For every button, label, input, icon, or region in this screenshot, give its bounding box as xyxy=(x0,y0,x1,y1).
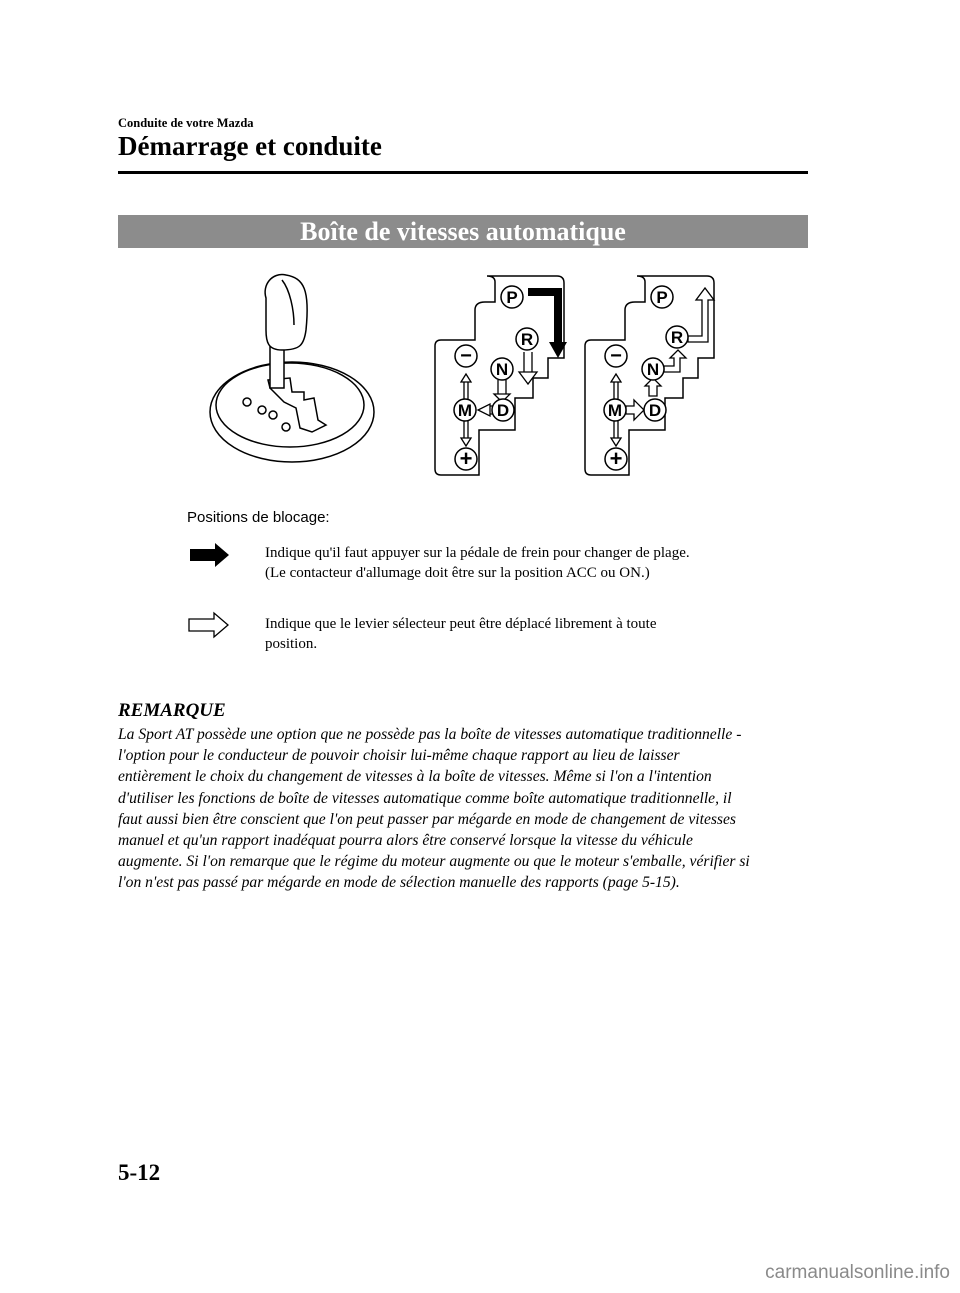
note-line: faut aussi bien être conscient que l'on peut passer par mégarde en mode de changement de vitesses xyxy=(118,810,736,828)
position-r-label: R xyxy=(670,328,684,347)
legend-line: Indique que le levier sélecteur peut être déplacé librement à toute xyxy=(265,616,657,632)
position-n-label: N xyxy=(495,360,509,379)
position-d-label: D xyxy=(496,401,510,420)
note-line: augmente. Si l'on remarque que le régime du moteur augmente ou que le moteur s'emballe, vérifier si xyxy=(118,853,750,871)
shift-lever-illustration xyxy=(210,275,374,462)
note-line: La Sport AT possède une option que ne possède pas la boîte de vitesses automatique traditionnelle - xyxy=(118,726,742,743)
shift-gate-diagram-brake-required xyxy=(435,276,567,475)
note-line: entièrement le choix du changement de vitesses à la boîte de vitesses. Même si l'on a l'intention xyxy=(118,768,712,786)
shift-gate-diagram-free-movement xyxy=(585,276,714,475)
section-title: Conduite de votre Mazda xyxy=(118,116,254,130)
minus-label: − xyxy=(460,345,472,367)
lock-positions-heading: Positions de blocage: xyxy=(187,509,330,526)
outline-arrow-icon xyxy=(189,613,228,637)
position-m-label: M xyxy=(457,401,473,420)
legend-line: Indique qu'il faut appuyer sur la pédale de frein pour changer de plage. xyxy=(265,545,690,561)
note-line: l'option pour le conducteur de pouvoir choisir lui-même chaque rapport au lieu de laisser xyxy=(118,747,680,765)
section-banner: Boîte de vitesses automatique xyxy=(118,215,808,248)
legend-item-brake xyxy=(265,543,690,583)
page-number: 5-12 xyxy=(118,1160,161,1185)
plus-label: + xyxy=(609,446,623,471)
legend-line: (Le contacteur d'allumage doit être sur la position ACC ou ON.) xyxy=(265,565,650,581)
watermark: carmanualsonline.info xyxy=(765,1262,950,1283)
position-p-label: P xyxy=(506,288,518,307)
legend-item-free xyxy=(265,614,656,654)
note-line: manuel et qu'un rapport inadéquat pourra alors être conservé lorsque la vitesse du véhicule xyxy=(118,832,693,850)
note-title: REMARQUE xyxy=(118,700,226,721)
legend-line: position. xyxy=(265,636,318,652)
minus-label: − xyxy=(610,345,622,367)
note-body xyxy=(118,724,818,894)
position-r-label: R xyxy=(520,330,534,349)
note-line: l'on n'est pas passé par mégarde en mode de sélection manuelle des rapports (page 5-15). xyxy=(118,874,680,892)
position-p-label: P xyxy=(656,288,668,307)
filled-arrow-icon xyxy=(190,543,229,567)
plus-label: + xyxy=(459,446,473,471)
position-d-label: D xyxy=(648,401,662,420)
position-m-label: M xyxy=(607,401,623,420)
position-n-label: N xyxy=(646,360,660,379)
chapter-title: Démarrage et conduite xyxy=(118,131,382,161)
note-line: d'utiliser les fonctions de boîte de vitesses automatique comme boîte automatique traditionnelle, il xyxy=(118,789,732,807)
